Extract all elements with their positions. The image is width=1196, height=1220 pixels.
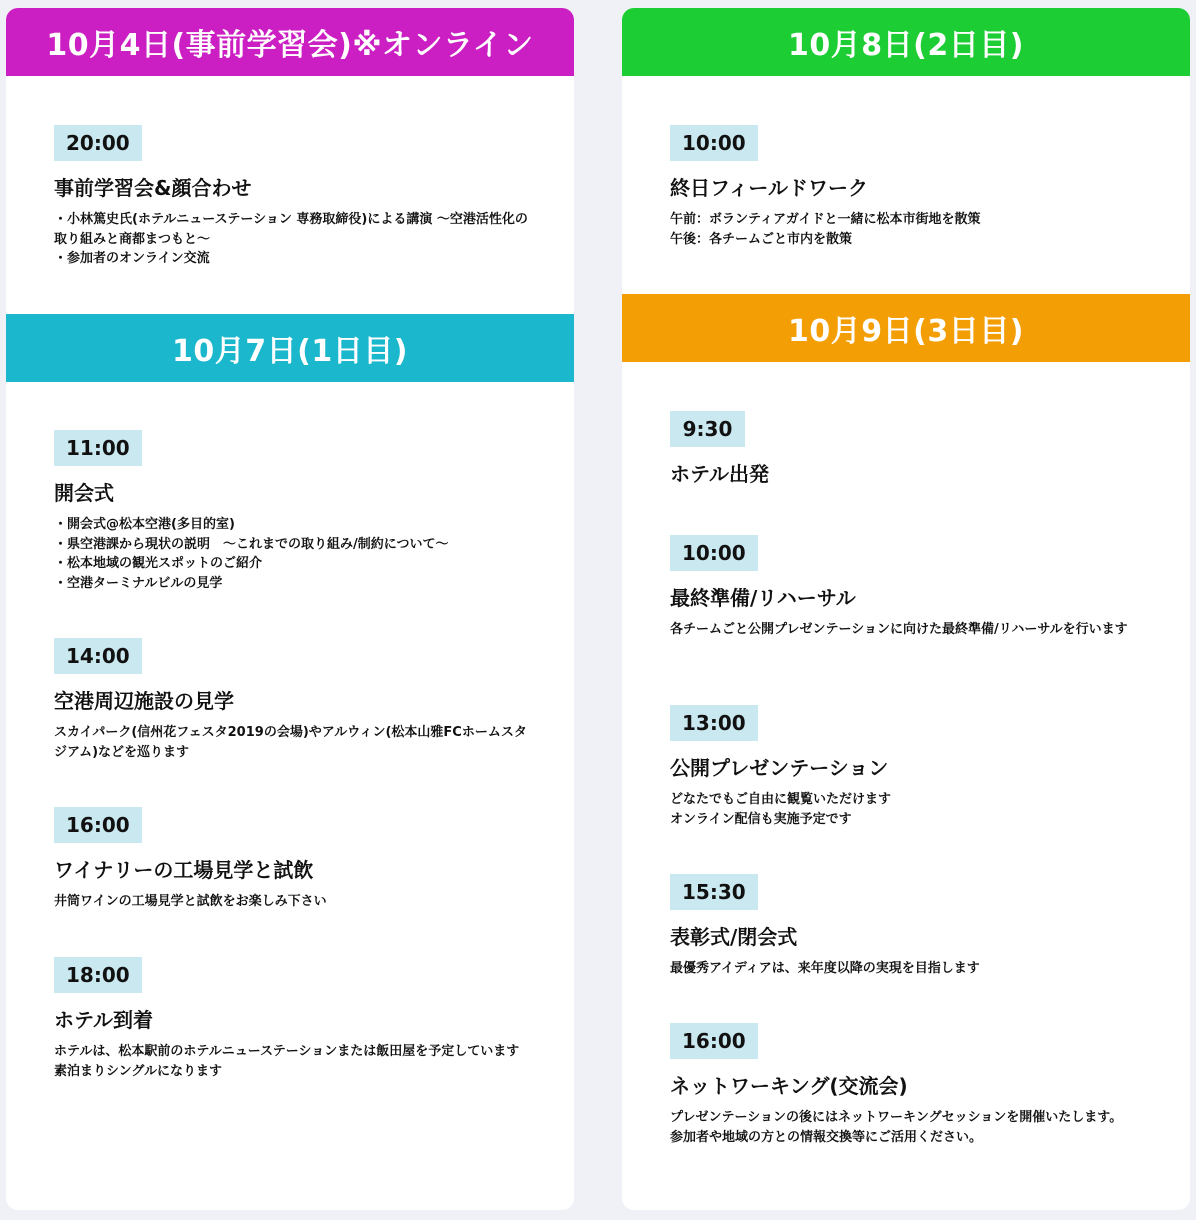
event-description: どなたでもご自由に観覧いただけます オンライン配信も実施予定です xyxy=(670,792,892,827)
schedule-event xyxy=(54,125,534,269)
schedule-event xyxy=(54,430,534,593)
day-header-pre-study xyxy=(6,8,574,76)
event-time: 18:00 xyxy=(54,957,142,993)
event-description: ホテルは、松本駅前のホテルニューステーションまたは飯田屋を予定しています 素泊まりシングルになります xyxy=(54,1044,520,1079)
event-title: 表彰式/閉会式 xyxy=(670,925,798,949)
event-time: 14:00 xyxy=(54,638,142,674)
event-title: 終日フィールドワーク xyxy=(670,176,868,200)
event-time: 16:00 xyxy=(670,1023,758,1059)
event-description: ・小林篤史氏(ホテルニューステーション 専務取締役)による講演 〜空港活性化の取り組みと商都まつもと〜 ・参加者のオンライン交流 xyxy=(54,212,528,266)
schedule-card-left xyxy=(6,8,574,1210)
event-time: 10:00 xyxy=(670,125,758,161)
day-title: 10月4日(事前学習会)※オンライン xyxy=(46,28,534,63)
event-title: ホテル到着 xyxy=(54,1008,153,1032)
schedule-event xyxy=(54,807,534,912)
schedule-event xyxy=(670,411,1150,487)
schedule-event xyxy=(670,705,1150,829)
schedule-event xyxy=(670,535,1150,640)
schedule-event xyxy=(670,125,1150,249)
schedule-event xyxy=(54,957,534,1081)
day-header-day3 xyxy=(622,294,1190,362)
event-title: 開会式 xyxy=(54,481,114,505)
day-title: 10月8日(2日目) xyxy=(788,28,1024,63)
schedule-event xyxy=(670,874,1150,979)
event-title: 公開プレゼンテーション xyxy=(670,756,889,780)
event-title: ホテル出発 xyxy=(670,462,769,486)
event-time: 13:00 xyxy=(670,705,758,741)
schedule-event xyxy=(670,1023,1150,1147)
event-description: 最優秀アイディアは、来年度以降の実現を目指します xyxy=(670,961,980,976)
event-title: ネットワーキング(交流会) xyxy=(670,1074,908,1098)
schedule-event xyxy=(54,638,534,762)
event-time: 9:30 xyxy=(670,411,745,447)
event-description: スカイパーク(信州花フェスタ2019の会場)やアルウィン(松本山雅FCホームスタジアム)などを巡ります xyxy=(54,725,527,760)
event-time: 10:00 xyxy=(670,535,758,571)
event-title: 空港周辺施設の見学 xyxy=(54,689,234,713)
event-description: 午前：ボランティアガイドと一緒に松本市街地を散策 午後：各チームごと市内を散策 xyxy=(670,212,981,247)
event-title: 最終準備/リハーサル xyxy=(670,586,856,610)
day-title: 10月9日(3日目) xyxy=(788,314,1024,349)
event-description: プレゼンテーションの後にはネットワーキングセッションを開催いたします。 参加者や地域の方との情報交換等にご活用ください。 xyxy=(670,1110,1123,1145)
event-description: 各チームごと公開プレゼンテーションに向けた最終準備/リハーサルを行います xyxy=(670,622,1128,637)
day-header-day2 xyxy=(622,8,1190,76)
event-title: ワイナリーの工場見学と試飲 xyxy=(54,858,314,882)
event-time: 11:00 xyxy=(54,430,142,466)
event-time: 15:30 xyxy=(670,874,758,910)
event-description: ・開会式@松本空港(多目的室) ・県空港課から現状の説明 〜これまでの取り組み/制約について〜 ・松本地域の観光スポットのご紹介 ・空港ターミナルビルの見学 xyxy=(54,517,449,591)
day-header-day1 xyxy=(6,314,574,382)
schedule-card-right xyxy=(622,8,1190,1210)
event-time: 16:00 xyxy=(54,807,142,843)
day-title: 10月7日(1日目) xyxy=(172,334,408,369)
event-title: 事前学習会&顔合わせ xyxy=(54,176,252,200)
event-time: 20:00 xyxy=(54,125,142,161)
event-description: 井筒ワインの工場見学と試飲をお楽しみ下さい xyxy=(54,894,327,909)
